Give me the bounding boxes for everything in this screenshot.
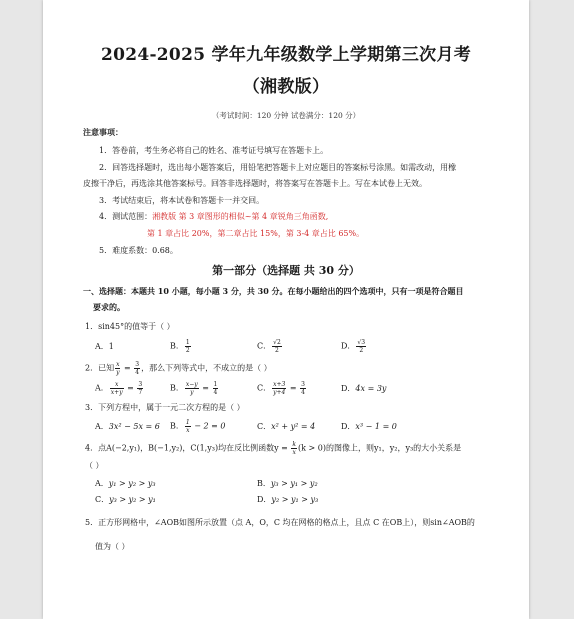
note-4-prefix: 4．测试范围： xyxy=(99,212,153,221)
exam-subtitle: （湘教版） xyxy=(242,77,330,97)
exam-info: （考试时间：120 分钟 试卷满分：120 分） xyxy=(211,111,361,120)
q1-option-c: C． $\frac{√2}{2}$ xyxy=(257,339,281,354)
q2-stem: 2．已知 $\frac{x}{y}$ = $\frac{3}{4}$ ，那么下列等式中，不成立的是（ ） xyxy=(85,361,272,376)
q2-option-a: A． $\frac{x}{x+y}$ = $\frac{3}{7}$ xyxy=(95,381,143,396)
q1-stem: 1．sin45°的值等于（ ） xyxy=(85,322,175,331)
note-4 xyxy=(99,211,328,222)
q2-option-d: D．4x = 3y xyxy=(341,384,387,393)
q1-option-d: D． $\frac{√3}{2}$ xyxy=(341,339,366,354)
q1-option-b: B． $\frac{1}{2}$ xyxy=(170,339,190,354)
q5-stem: 5．正方形网格中，∠AOB如图所示放置（点 A，O，C 均在网格的格点上，且点 C 在OB上），则sin∠AOB的 xyxy=(85,518,475,527)
note-2a: 2．回答选择题时，选出每小题答案后，用铅笔把答题卡上对应题目的答案标号涂黑。如需改动，用橡 xyxy=(99,163,457,172)
q3-stem: 3．下列方程中，属于一元二次方程的是（ ） xyxy=(85,403,245,412)
q4-option-b: B．y₃ > y₁ > y₂ xyxy=(257,479,318,488)
q3-option-c: C．x² + y² = 4 xyxy=(257,422,316,431)
section-intro-a: 一、选择题：本题共 10 小题，每小题 3 分，共 30 分。在每小题给出的四个选项中，只有一项是符合题目 xyxy=(83,286,464,296)
q4-stem: 4．点A(−2,y₁)，B(−1,y₂)，C(1,y₃)均在反比例函数y = $\frac{k}{x}$ (k > 0)的图像上，则y₁，y₂，y₃的大小关系是 xyxy=(85,441,462,456)
q4-stem-paren: （ ） xyxy=(85,461,104,470)
q4-option-a: A．y₁ > y₂ > y₃ xyxy=(95,479,156,488)
q3-option-d: D．x³ − 1 = 0 xyxy=(341,422,397,431)
note-3: 3．考试结束后，将本试卷和答题卡一并交回。 xyxy=(99,196,265,205)
note-5: 5．难度系数：0.68。 xyxy=(99,246,178,255)
section-title: 第一部分（选择题 共 30 分） xyxy=(212,264,360,277)
note-2b: 皮擦干净后，再选涂其他答案标号。回答非选择题时，将答案写在答题卡上。写在本试卷上无效。 xyxy=(83,179,427,188)
q4-option-d: D．y₂ > y₁ > y₃ xyxy=(257,495,319,504)
note-4-ratios: 第 1 章占比 20%，第二章占比 15%，第 3-4 章占比 65%。 xyxy=(147,229,365,238)
q5-stem-b: 值为（ ） xyxy=(95,542,130,551)
viewer-background-left xyxy=(0,0,43,619)
q4-option-c: C．y₃ > y₂ > y₁ xyxy=(95,495,156,504)
q2-option-b: B． $\frac{x-y}{y}$ = $\frac{1}{4}$ xyxy=(170,381,218,396)
notes-heading: 注意事项： xyxy=(83,127,123,137)
q3-option-b: B． $\frac{1}{x}$ − 2 = 0 xyxy=(170,419,226,434)
exam-page xyxy=(43,0,529,619)
q2-option-c: C． $\frac{x+3}{y+4}$ = $\frac{3}{4}$ xyxy=(257,381,305,396)
q3-option-a: A．3x² − 5x = 6 xyxy=(95,422,160,431)
exam-title: 2024-2025 学年九年级数学上学期第三次月考 xyxy=(100,45,472,65)
note-4-scope: 湘教版 第 3 章图形的相似~第 4 章锐角三角函数, xyxy=(152,212,329,221)
note-1: 1．答卷前，考生务必将自己的姓名、准考证号填写在答题卡上。 xyxy=(99,146,329,155)
section-intro-b: 要求的。 xyxy=(93,302,125,312)
q1-option-a: A．1 xyxy=(95,342,114,351)
